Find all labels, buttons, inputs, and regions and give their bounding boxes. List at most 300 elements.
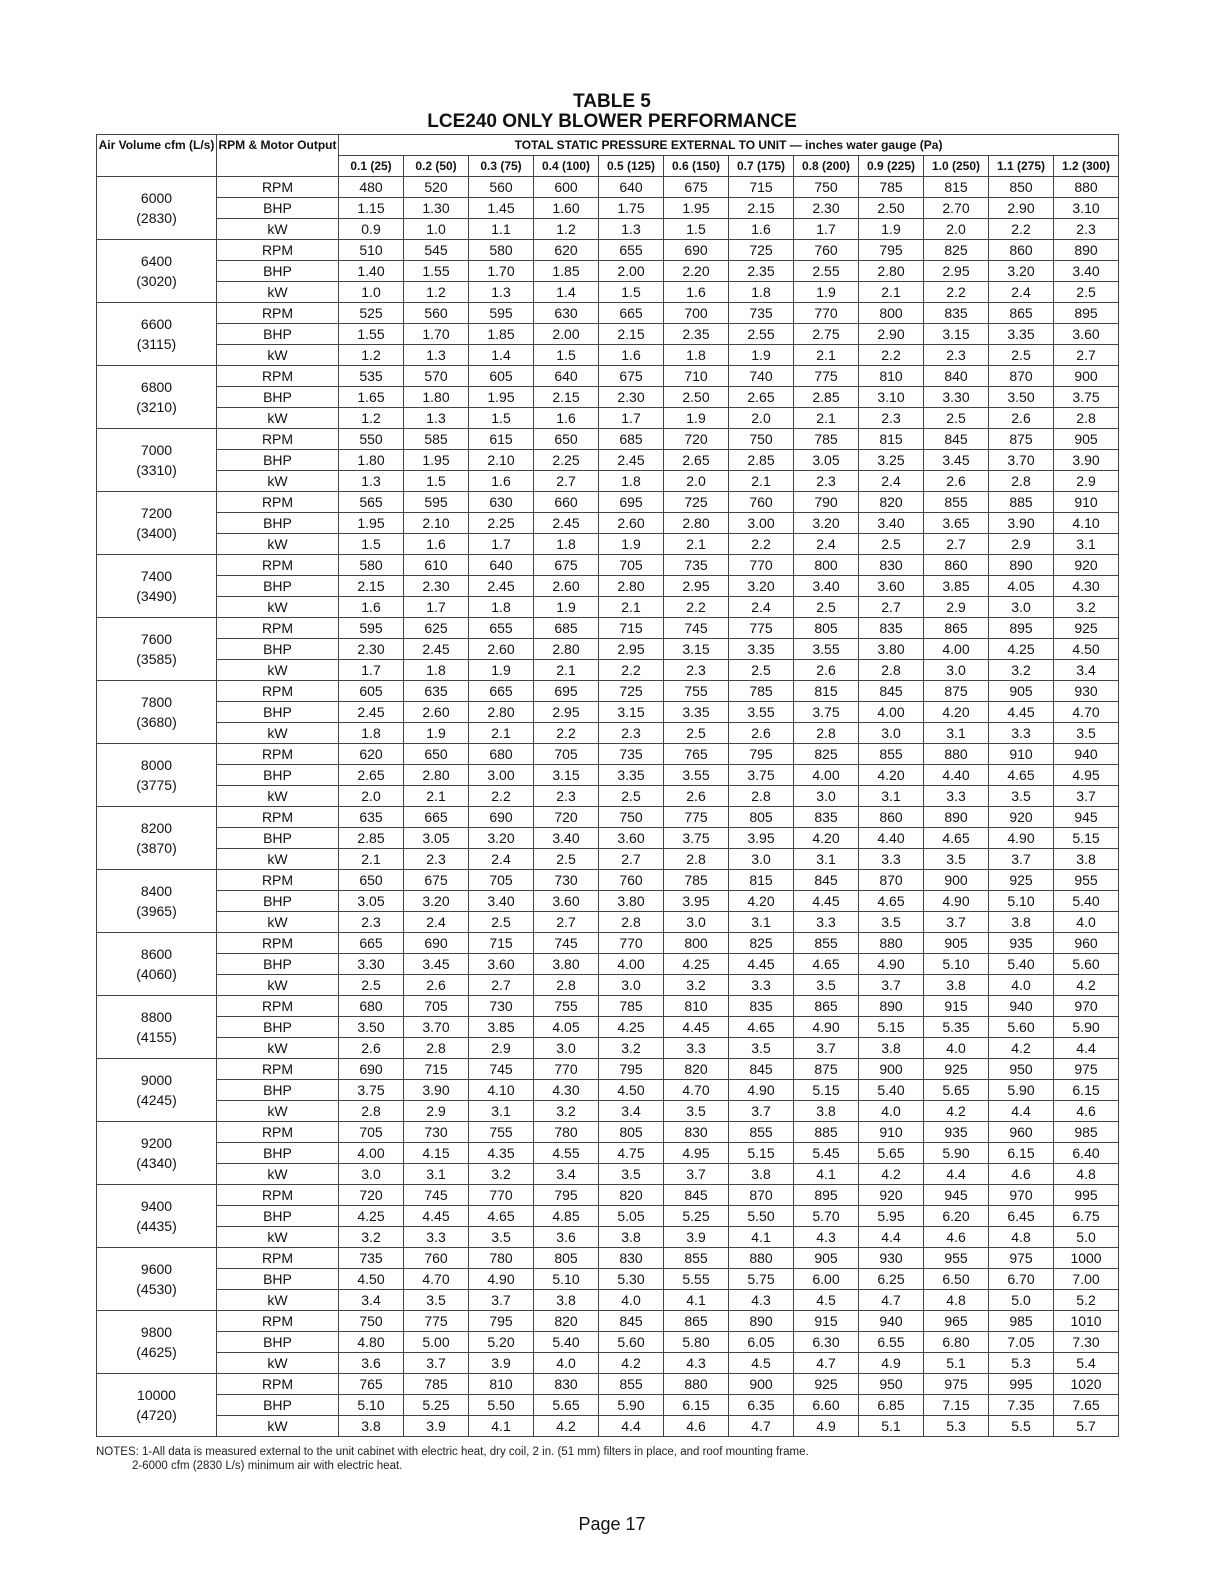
pressure-header-cell: 0.4 (100) — [534, 156, 599, 177]
value-cell: 775 — [664, 807, 729, 828]
value-cell: 3.1 — [924, 723, 989, 744]
value-cell: 2.80 — [599, 576, 664, 597]
value-cell: 5.40 — [1054, 891, 1119, 912]
value-cell: 2.50 — [664, 387, 729, 408]
value-cell: 3.2 — [599, 1038, 664, 1059]
value-cell: 1.8 — [469, 597, 534, 618]
row-label: BHP — [217, 1332, 339, 1353]
value-cell: 2.7 — [859, 597, 924, 618]
value-cell: 825 — [794, 744, 859, 765]
value-cell: 3.8 — [534, 1290, 599, 1311]
value-cell: 3.8 — [599, 1227, 664, 1248]
value-cell: 910 — [989, 744, 1054, 765]
value-cell: 5.1 — [924, 1353, 989, 1374]
table-row — [97, 1353, 1119, 1374]
value-cell: 4.2 — [599, 1353, 664, 1374]
value-cell: 3.3 — [404, 1227, 469, 1248]
table-row — [97, 1227, 1119, 1248]
ls-value: (4625) — [136, 1344, 177, 1360]
value-cell: 3.9 — [404, 1416, 469, 1437]
value-cell: 7.30 — [1054, 1332, 1119, 1353]
value-cell: 845 — [859, 681, 924, 702]
value-cell: 2.6 — [664, 786, 729, 807]
value-cell: 535 — [339, 366, 404, 387]
value-cell: 3.0 — [859, 723, 924, 744]
table-row — [97, 597, 1119, 618]
air-volume-cell — [97, 933, 217, 996]
value-cell: 3.3 — [794, 912, 859, 933]
value-cell: 2.30 — [404, 576, 469, 597]
value-cell: 2.2 — [924, 282, 989, 303]
air-volume-cell — [97, 1059, 217, 1122]
table-row — [97, 891, 1119, 912]
value-cell: 935 — [924, 1122, 989, 1143]
value-cell: 560 — [469, 177, 534, 198]
value-cell: 2.5 — [729, 660, 794, 681]
value-cell: 2.15 — [729, 198, 794, 219]
ls-value: (4245) — [136, 1092, 177, 1108]
value-cell: 4.15 — [404, 1143, 469, 1164]
value-cell: 3.8 — [859, 1038, 924, 1059]
row-label: RPM — [217, 681, 339, 702]
value-cell: 860 — [859, 807, 924, 828]
value-cell: 4.05 — [989, 576, 1054, 597]
value-cell: 2.2 — [859, 345, 924, 366]
ls-value: (3400) — [136, 525, 177, 541]
row-label: kW — [217, 282, 339, 303]
value-cell: 1.8 — [339, 723, 404, 744]
value-cell: 4.95 — [664, 1143, 729, 1164]
value-cell: 830 — [534, 1374, 599, 1395]
value-cell: 4.50 — [599, 1080, 664, 1101]
value-cell: 825 — [924, 240, 989, 261]
value-cell: 5.50 — [469, 1395, 534, 1416]
value-cell: 4.00 — [924, 639, 989, 660]
value-cell: 1.15 — [339, 198, 404, 219]
value-cell: 2.0 — [729, 408, 794, 429]
value-cell: 2.8 — [404, 1038, 469, 1059]
value-cell: 3.15 — [664, 639, 729, 660]
value-cell: 2.30 — [599, 387, 664, 408]
value-cell: 3.6 — [339, 1353, 404, 1374]
value-cell: 3.20 — [404, 891, 469, 912]
value-cell: 2.60 — [599, 513, 664, 534]
value-cell: 4.3 — [794, 1227, 859, 1248]
table-row — [97, 408, 1119, 429]
value-cell: 3.10 — [1054, 198, 1119, 219]
value-cell: 2.5 — [469, 912, 534, 933]
value-cell: 3.5 — [404, 1290, 469, 1311]
row-label: kW — [217, 1353, 339, 1374]
cfm-value: 7400 — [140, 568, 173, 584]
value-cell: 4.65 — [729, 1017, 794, 1038]
value-cell: 1.6 — [729, 219, 794, 240]
value-cell: 4.55 — [534, 1143, 599, 1164]
cfm-value: 7200 — [140, 505, 173, 521]
value-cell: 770 — [794, 303, 859, 324]
air-volume-cell — [97, 618, 217, 681]
value-cell: 1.7 — [469, 534, 534, 555]
row-label: kW — [217, 219, 339, 240]
table-row — [97, 1164, 1119, 1185]
value-cell: 3.65 — [924, 513, 989, 534]
value-cell: 510 — [339, 240, 404, 261]
ls-value: (4720) — [136, 1407, 177, 1423]
value-cell: 635 — [339, 807, 404, 828]
value-cell: 855 — [859, 744, 924, 765]
value-cell: 905 — [989, 681, 1054, 702]
value-cell: 3.3 — [859, 849, 924, 870]
value-cell: 785 — [794, 429, 859, 450]
value-cell: 1.60 — [534, 198, 599, 219]
value-cell: 630 — [534, 303, 599, 324]
value-cell: 665 — [339, 933, 404, 954]
value-cell: 2.0 — [664, 471, 729, 492]
value-cell: 805 — [599, 1122, 664, 1143]
value-cell: 5.10 — [924, 954, 989, 975]
value-cell: 2.0 — [339, 786, 404, 807]
value-cell: 4.90 — [794, 1017, 859, 1038]
value-cell: 3.50 — [339, 1017, 404, 1038]
value-cell: 865 — [794, 996, 859, 1017]
value-cell: 845 — [664, 1185, 729, 1206]
value-cell: 785 — [404, 1374, 469, 1395]
value-cell: 4.25 — [989, 639, 1054, 660]
table-row — [97, 660, 1119, 681]
value-cell: 2.3 — [599, 723, 664, 744]
value-cell: 2.4 — [404, 912, 469, 933]
value-cell: 940 — [859, 1311, 924, 1332]
value-cell: 675 — [404, 870, 469, 891]
value-cell: 7.15 — [924, 1395, 989, 1416]
value-cell: 5.90 — [924, 1143, 989, 1164]
value-cell: 890 — [859, 996, 924, 1017]
value-cell: 4.65 — [794, 954, 859, 975]
value-cell: 4.10 — [469, 1080, 534, 1101]
value-cell: 830 — [664, 1122, 729, 1143]
value-cell: 3.60 — [1054, 324, 1119, 345]
value-cell: 945 — [924, 1185, 989, 1206]
value-cell: 2.95 — [534, 702, 599, 723]
value-cell: 4.65 — [859, 891, 924, 912]
pressure-header-cell: 0.2 (50) — [404, 156, 469, 177]
value-cell: 3.4 — [1054, 660, 1119, 681]
row-label: BHP — [217, 450, 339, 471]
value-cell: 705 — [469, 870, 534, 891]
value-cell: 2.45 — [534, 513, 599, 534]
value-cell: 3.30 — [924, 387, 989, 408]
value-cell: 955 — [1054, 870, 1119, 891]
air-volume-cell — [97, 1122, 217, 1185]
value-cell: 4.65 — [469, 1206, 534, 1227]
value-cell: 4.10 — [1054, 513, 1119, 534]
value-cell: 5.15 — [729, 1143, 794, 1164]
value-cell: 685 — [599, 429, 664, 450]
value-cell: 4.00 — [339, 1143, 404, 1164]
value-cell: 715 — [404, 1059, 469, 1080]
value-cell: 4.90 — [989, 828, 1054, 849]
value-cell: 2.80 — [404, 765, 469, 786]
value-cell: 2.5 — [1054, 282, 1119, 303]
value-cell: 595 — [469, 303, 534, 324]
value-cell: 5.3 — [989, 1353, 1054, 1374]
row-label: RPM — [217, 618, 339, 639]
value-cell: 4.05 — [534, 1017, 599, 1038]
value-cell: 1.3 — [599, 219, 664, 240]
row-label: RPM — [217, 1374, 339, 1395]
value-cell: 5.10 — [534, 1269, 599, 1290]
air-volume-cell — [97, 366, 217, 429]
value-cell: 675 — [534, 555, 599, 576]
table-row — [97, 261, 1119, 282]
value-cell: 3.2 — [664, 975, 729, 996]
value-cell: 3.5 — [469, 1227, 534, 1248]
value-cell: 1.5 — [599, 282, 664, 303]
value-cell: 1.95 — [469, 387, 534, 408]
value-cell: 6.70 — [989, 1269, 1054, 1290]
value-cell: 6.50 — [924, 1269, 989, 1290]
value-cell: 735 — [664, 555, 729, 576]
value-cell: 2.7 — [534, 912, 599, 933]
value-cell: 835 — [729, 996, 794, 1017]
value-cell: 1.3 — [339, 471, 404, 492]
table-row — [97, 1080, 1119, 1101]
value-cell: 6.15 — [989, 1143, 1054, 1164]
value-cell: 2.8 — [729, 786, 794, 807]
value-cell: 5.90 — [989, 1080, 1054, 1101]
value-cell: 820 — [599, 1185, 664, 1206]
value-cell: 1.5 — [664, 219, 729, 240]
value-cell: 3.9 — [469, 1353, 534, 1374]
value-cell: 935 — [989, 933, 1054, 954]
row-label: kW — [217, 597, 339, 618]
value-cell: 2.80 — [859, 261, 924, 282]
value-cell: 6.60 — [794, 1395, 859, 1416]
value-cell: 1.70 — [404, 324, 469, 345]
table-row — [97, 324, 1119, 345]
value-cell: 3.0 — [989, 597, 1054, 618]
value-cell: 3.50 — [989, 387, 1054, 408]
value-cell: 4.0 — [924, 1038, 989, 1059]
value-cell: 1.95 — [339, 513, 404, 534]
table-row — [97, 1038, 1119, 1059]
cfm-value: 6600 — [140, 316, 173, 332]
value-cell: 650 — [404, 744, 469, 765]
row-label: RPM — [217, 429, 339, 450]
value-cell: 4.4 — [599, 1416, 664, 1437]
value-cell: 985 — [989, 1311, 1054, 1332]
air-volume-header: Air Volume cfm (L/s) — [97, 135, 217, 177]
value-cell: 855 — [599, 1374, 664, 1395]
table-row — [97, 177, 1119, 198]
cfm-value: 6400 — [140, 253, 173, 269]
value-cell: 725 — [729, 240, 794, 261]
value-cell: 4.45 — [794, 891, 859, 912]
value-cell: 875 — [924, 681, 989, 702]
ls-value: (4340) — [136, 1155, 177, 1171]
value-cell: 820 — [534, 1311, 599, 1332]
table-row — [97, 954, 1119, 975]
value-cell: 760 — [729, 492, 794, 513]
table-row — [97, 471, 1119, 492]
value-cell: 3.3 — [664, 1038, 729, 1059]
value-cell: 4.50 — [1054, 639, 1119, 660]
value-cell: 775 — [729, 618, 794, 639]
value-cell: 3.6 — [534, 1227, 599, 1248]
value-cell: 965 — [924, 1311, 989, 1332]
value-cell: 770 — [469, 1185, 534, 1206]
value-cell: 1.55 — [404, 261, 469, 282]
value-cell: 2.4 — [729, 597, 794, 618]
value-cell: 720 — [664, 429, 729, 450]
value-cell: 6.45 — [989, 1206, 1054, 1227]
value-cell: 735 — [599, 744, 664, 765]
value-cell: 3.3 — [989, 723, 1054, 744]
value-cell: 6.75 — [1054, 1206, 1119, 1227]
row-label: RPM — [217, 996, 339, 1017]
value-cell: 2.8 — [664, 849, 729, 870]
value-cell: 2.3 — [339, 912, 404, 933]
value-cell: 2.90 — [989, 198, 1054, 219]
value-cell: 4.20 — [729, 891, 794, 912]
value-cell: 4.0 — [989, 975, 1054, 996]
row-label: BHP — [217, 324, 339, 345]
cfm-value: 9800 — [140, 1324, 173, 1340]
value-cell: 3.85 — [469, 1017, 534, 1038]
value-cell: 3.5 — [599, 1164, 664, 1185]
value-cell: 2.0 — [924, 219, 989, 240]
value-cell: 1.80 — [339, 450, 404, 471]
value-cell: 5.40 — [534, 1332, 599, 1353]
value-cell: 4.5 — [794, 1290, 859, 1311]
value-cell: 600 — [534, 177, 599, 198]
value-cell: 2.3 — [1054, 219, 1119, 240]
value-cell: 925 — [989, 870, 1054, 891]
value-cell: 720 — [339, 1185, 404, 1206]
value-cell: 1.3 — [404, 345, 469, 366]
value-cell: 4.8 — [989, 1227, 1054, 1248]
value-cell: 2.9 — [469, 1038, 534, 1059]
value-cell: 2.9 — [404, 1101, 469, 1122]
value-cell: 4.30 — [1054, 576, 1119, 597]
value-cell: 5.95 — [859, 1206, 924, 1227]
value-cell: 5.25 — [404, 1395, 469, 1416]
value-cell: 2.6 — [989, 408, 1054, 429]
table-row — [97, 1395, 1119, 1416]
value-cell: 2.8 — [1054, 408, 1119, 429]
value-cell: 4.6 — [924, 1227, 989, 1248]
value-cell: 4.70 — [404, 1269, 469, 1290]
table-row — [97, 1101, 1119, 1122]
value-cell: 4.7 — [794, 1353, 859, 1374]
value-cell: 6.15 — [664, 1395, 729, 1416]
value-cell: 880 — [729, 1248, 794, 1269]
value-cell: 900 — [1054, 366, 1119, 387]
ls-value: (3020) — [136, 273, 177, 289]
row-label: RPM — [217, 807, 339, 828]
value-cell: 5.55 — [664, 1269, 729, 1290]
value-cell: 2.2 — [664, 597, 729, 618]
table-row — [97, 639, 1119, 660]
value-cell: 2.95 — [924, 261, 989, 282]
value-cell: 4.6 — [1054, 1101, 1119, 1122]
value-cell: 4.2 — [989, 1038, 1054, 1059]
value-cell: 750 — [599, 807, 664, 828]
value-cell: 2.1 — [794, 345, 859, 366]
value-cell: 3.45 — [404, 954, 469, 975]
value-cell: 4.80 — [339, 1332, 404, 1353]
value-cell: 1.5 — [469, 408, 534, 429]
value-cell: 620 — [339, 744, 404, 765]
value-cell: 780 — [469, 1248, 534, 1269]
value-cell: 3.0 — [534, 1038, 599, 1059]
value-cell: 2.6 — [339, 1038, 404, 1059]
value-cell: 715 — [729, 177, 794, 198]
value-cell: 3.05 — [794, 450, 859, 471]
value-cell: 5.4 — [1054, 1353, 1119, 1374]
value-cell: 6.20 — [924, 1206, 989, 1227]
air-volume-cell — [97, 807, 217, 870]
value-cell: 835 — [924, 303, 989, 324]
value-cell: 1.8 — [534, 534, 599, 555]
value-cell: 3.75 — [339, 1080, 404, 1101]
value-cell: 1.85 — [534, 261, 599, 282]
value-cell: 900 — [924, 870, 989, 891]
value-cell: 690 — [469, 807, 534, 828]
row-label: BHP — [217, 1143, 339, 1164]
value-cell: 3.20 — [989, 261, 1054, 282]
value-cell: 705 — [339, 1122, 404, 1143]
value-cell: 735 — [339, 1248, 404, 1269]
cfm-value: 7000 — [140, 442, 173, 458]
value-cell: 3.35 — [664, 702, 729, 723]
value-cell: 1.95 — [404, 450, 469, 471]
value-cell: 760 — [599, 870, 664, 891]
value-cell: 1.80 — [404, 387, 469, 408]
value-cell: 4.3 — [729, 1290, 794, 1311]
value-cell: 995 — [989, 1374, 1054, 1395]
value-cell: 3.8 — [924, 975, 989, 996]
value-cell: 3.1 — [729, 912, 794, 933]
value-cell: 3.00 — [729, 513, 794, 534]
value-cell: 3.05 — [339, 891, 404, 912]
air-volume-cell — [97, 555, 217, 618]
row-label: kW — [217, 849, 339, 870]
value-cell: 5.50 — [729, 1206, 794, 1227]
value-cell: 2.30 — [339, 639, 404, 660]
value-cell: 750 — [794, 177, 859, 198]
value-cell: 2.95 — [664, 576, 729, 597]
value-cell: 4.4 — [989, 1101, 1054, 1122]
value-cell: 1.9 — [664, 408, 729, 429]
value-cell: 925 — [794, 1374, 859, 1395]
value-cell: 4.90 — [859, 954, 924, 975]
value-cell: 795 — [729, 744, 794, 765]
value-cell: 2.7 — [1054, 345, 1119, 366]
value-cell: 895 — [1054, 303, 1119, 324]
value-cell: 2.3 — [404, 849, 469, 870]
value-cell: 6.85 — [859, 1395, 924, 1416]
row-label: BHP — [217, 765, 339, 786]
table-row — [97, 492, 1119, 513]
value-cell: 2.1 — [794, 408, 859, 429]
value-cell: 3.8 — [794, 1101, 859, 1122]
value-cell: 6.35 — [729, 1395, 794, 1416]
value-cell: 4.9 — [859, 1353, 924, 1374]
value-cell: 580 — [469, 240, 534, 261]
value-cell: 655 — [599, 240, 664, 261]
value-cell: 3.7 — [794, 1038, 859, 1059]
